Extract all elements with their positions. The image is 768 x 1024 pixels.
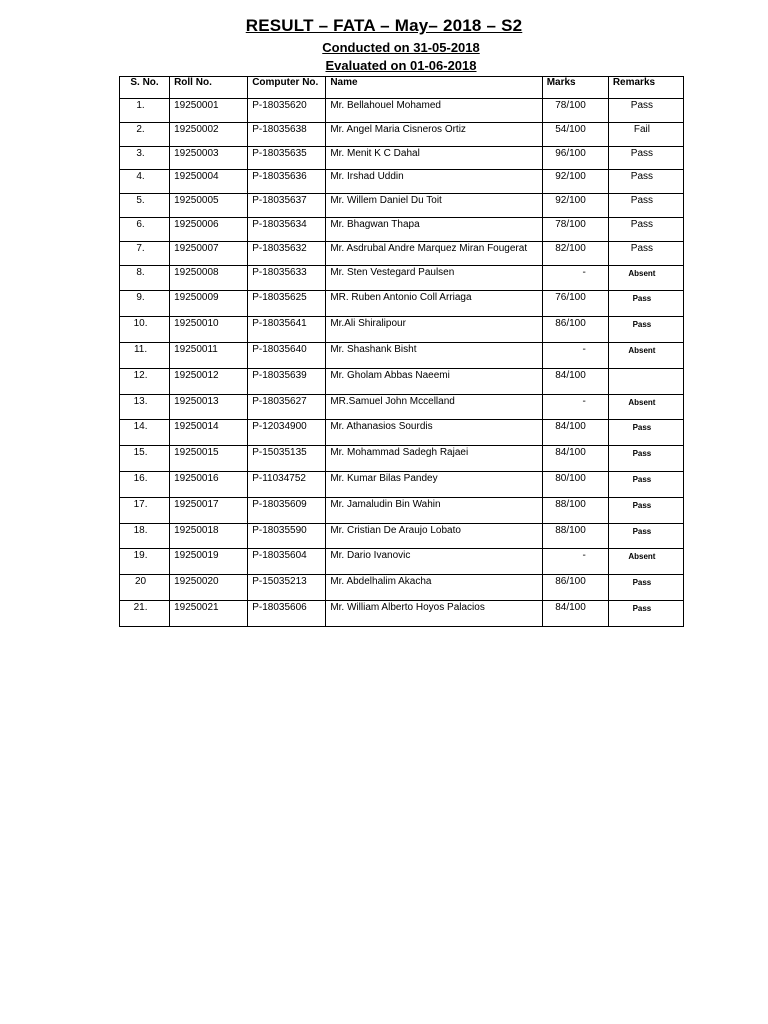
cell-remarks: Pass (608, 146, 683, 170)
cell-sno: 21. (120, 600, 170, 626)
cell-name: Mr. Menit K C Dahal (326, 146, 542, 170)
cell-roll-no: 19250020 (170, 575, 248, 601)
cell-computer-no: P-18035609 (248, 497, 326, 523)
cell-sno: 13. (120, 394, 170, 420)
cell-marks: 78/100 (542, 217, 608, 241)
results-table (119, 76, 684, 627)
cell-computer-no: P-18035590 (248, 523, 326, 549)
evaluated-date: Evaluated on 01-06-2018 (325, 58, 477, 73)
cell-sno: 7. (120, 241, 170, 265)
table-header-row (120, 77, 684, 99)
cell-name: Mr. Irshad Uddin (326, 170, 542, 194)
cell-roll-no: 19250016 (170, 471, 248, 497)
cell-marks: 88/100 (542, 523, 608, 549)
cell-name: Mr. Jamaludin Bin Wahin (326, 497, 542, 523)
cell-computer-no: P-15035135 (248, 446, 326, 472)
column-header-computer: Computer No. (248, 77, 326, 99)
cell-roll-no: 19250007 (170, 241, 248, 265)
table-row (120, 122, 684, 146)
cell-computer-no: P-18035620 (248, 99, 326, 123)
column-header-roll: Roll No. (170, 77, 248, 99)
cell-computer-no: P-18035604 (248, 549, 326, 575)
cell-marks: - (542, 265, 608, 291)
cell-roll-no: 19250009 (170, 291, 248, 317)
cell-remarks: Pass (608, 194, 683, 218)
cell-roll-no: 19250004 (170, 170, 248, 194)
cell-remarks: Pass (608, 497, 683, 523)
cell-computer-no: P-18035639 (248, 368, 326, 394)
cell-computer-no: P-18035637 (248, 194, 326, 218)
cell-sno: 1. (120, 99, 170, 123)
cell-computer-no: P-18035627 (248, 394, 326, 420)
cell-roll-no: 19250012 (170, 368, 248, 394)
cell-sno: 12. (120, 368, 170, 394)
cell-computer-no: P-18035641 (248, 317, 326, 343)
cell-name: Mr. Athanasios Sourdis (326, 420, 542, 446)
cell-marks: - (542, 394, 608, 420)
table-row (120, 317, 684, 343)
cell-marks: 86/100 (542, 317, 608, 343)
cell-marks: 76/100 (542, 291, 608, 317)
cell-computer-no: P-18035636 (248, 170, 326, 194)
cell-marks: - (542, 342, 608, 368)
cell-sno: 17. (120, 497, 170, 523)
cell-roll-no: 19250005 (170, 194, 248, 218)
cell-name: Mr. Sten Vestegard Paulsen (326, 265, 542, 291)
cell-remarks: Absent (608, 265, 683, 291)
table-row (120, 146, 684, 170)
cell-remarks: Pass (608, 217, 683, 241)
document-title: RESULT – FATA – May– 2018 – S2 (245, 16, 523, 35)
column-header-marks: Marks (542, 77, 608, 99)
cell-computer-no: P-12034900 (248, 420, 326, 446)
cell-marks: 84/100 (542, 420, 608, 446)
cell-sno: 3. (120, 146, 170, 170)
table-row (120, 523, 684, 549)
cell-sno: 5. (120, 194, 170, 218)
table-row (120, 394, 684, 420)
cell-sno: 2. (120, 122, 170, 146)
cell-name: Mr.Ali Shiralipour (326, 317, 542, 343)
table-row (120, 241, 684, 265)
cell-sno: 8. (120, 265, 170, 291)
cell-name: MR.Samuel John Mccelland (326, 394, 542, 420)
cell-sno: 18. (120, 523, 170, 549)
cell-marks: 80/100 (542, 471, 608, 497)
cell-marks: 88/100 (542, 497, 608, 523)
cell-name: Mr. Asdrubal Andre Marquez Miran Fougerat (326, 241, 542, 265)
table-row (120, 194, 684, 218)
cell-name: Mr. Angel Maria Cisneros Ortiz (326, 122, 542, 146)
cell-roll-no: 19250014 (170, 420, 248, 446)
cell-roll-no: 19250001 (170, 99, 248, 123)
cell-remarks: Pass (608, 291, 683, 317)
cell-remarks: Absent (608, 342, 683, 368)
table-row (120, 471, 684, 497)
cell-roll-no: 19250002 (170, 122, 248, 146)
cell-roll-no: 19250003 (170, 146, 248, 170)
cell-sno: 9. (120, 291, 170, 317)
cell-remarks (608, 368, 683, 394)
cell-remarks: Pass (608, 471, 683, 497)
cell-roll-no: 19250011 (170, 342, 248, 368)
cell-sno: 15. (120, 446, 170, 472)
cell-remarks: Pass (608, 523, 683, 549)
cell-name: Mr. William Alberto Hoyos Palacios (326, 600, 542, 626)
cell-marks: 96/100 (542, 146, 608, 170)
table-row (120, 265, 684, 291)
cell-marks: 84/100 (542, 368, 608, 394)
cell-computer-no: P-18035606 (248, 600, 326, 626)
cell-name: Mr. Bhagwan Thapa (326, 217, 542, 241)
cell-sno: 10. (120, 317, 170, 343)
cell-remarks: Pass (608, 241, 683, 265)
cell-name: MR. Ruben Antonio Coll Arriaga (326, 291, 542, 317)
cell-marks: - (542, 549, 608, 575)
table-row (120, 446, 684, 472)
cell-marks: 86/100 (542, 575, 608, 601)
column-header-name: Name (326, 77, 542, 99)
cell-sno: 6. (120, 217, 170, 241)
cell-marks: 92/100 (542, 170, 608, 194)
conducted-date: Conducted on 31-05-2018 (322, 40, 480, 55)
cell-roll-no: 19250008 (170, 265, 248, 291)
table-row (120, 217, 684, 241)
cell-remarks: Pass (608, 170, 683, 194)
cell-sno: 4. (120, 170, 170, 194)
cell-computer-no: P-18035640 (248, 342, 326, 368)
cell-computer-no: P-18035632 (248, 241, 326, 265)
table-row (120, 170, 684, 194)
cell-marks: 84/100 (542, 446, 608, 472)
cell-computer-no: P-18035634 (248, 217, 326, 241)
cell-name: Mr. Cristian De Araujo Lobato (326, 523, 542, 549)
cell-computer-no: P-15035213 (248, 575, 326, 601)
cell-name: Mr. Dario Ivanovic (326, 549, 542, 575)
table-row (120, 549, 684, 575)
cell-name: Mr. Shashank Bisht (326, 342, 542, 368)
cell-roll-no: 19250015 (170, 446, 248, 472)
cell-roll-no: 19250017 (170, 497, 248, 523)
cell-name: Mr. Gholam Abbas Naeemi (326, 368, 542, 394)
cell-roll-no: 19250006 (170, 217, 248, 241)
table-row (120, 291, 684, 317)
cell-marks: 78/100 (542, 99, 608, 123)
cell-remarks: Pass (608, 420, 683, 446)
cell-roll-no: 19250019 (170, 549, 248, 575)
column-header-remarks: Remarks (608, 77, 683, 99)
cell-remarks: Pass (608, 99, 683, 123)
cell-computer-no: P-18035625 (248, 291, 326, 317)
cell-sno: 16. (120, 471, 170, 497)
table-row (120, 575, 684, 601)
cell-computer-no: P-18035633 (248, 265, 326, 291)
table-row (120, 342, 684, 368)
cell-remarks: Absent (608, 549, 683, 575)
cell-marks: 54/100 (542, 122, 608, 146)
cell-marks: 82/100 (542, 241, 608, 265)
cell-computer-no: P-11034752 (248, 471, 326, 497)
cell-sno: 11. (120, 342, 170, 368)
cell-name: Mr. Kumar Bilas Pandey (326, 471, 542, 497)
column-header-sno: S. No. (120, 77, 170, 99)
table-row (120, 420, 684, 446)
cell-sno: 14. (120, 420, 170, 446)
cell-name: Mr. Abdelhalim Akacha (326, 575, 542, 601)
cell-marks: 84/100 (542, 600, 608, 626)
table-row (120, 99, 684, 123)
cell-sno: 20 (120, 575, 170, 601)
cell-name: Mr. Willem Daniel Du Toit (326, 194, 542, 218)
cell-name: Mr. Bellahouel Mohamed (326, 99, 542, 123)
cell-marks: 92/100 (542, 194, 608, 218)
table-row (120, 368, 684, 394)
cell-remarks: Pass (608, 600, 683, 626)
cell-roll-no: 19250021 (170, 600, 248, 626)
cell-remarks: Pass (608, 446, 683, 472)
cell-roll-no: 19250010 (170, 317, 248, 343)
cell-name: Mr. Mohammad Sadegh Rajaei (326, 446, 542, 472)
table-row (120, 600, 684, 626)
table-row (120, 497, 684, 523)
cell-computer-no: P-18035638 (248, 122, 326, 146)
cell-remarks: Fail (608, 122, 683, 146)
cell-remarks: Absent (608, 394, 683, 420)
cell-roll-no: 19250018 (170, 523, 248, 549)
cell-roll-no: 19250013 (170, 394, 248, 420)
cell-sno: 19. (120, 549, 170, 575)
cell-remarks: Pass (608, 317, 683, 343)
cell-computer-no: P-18035635 (248, 146, 326, 170)
cell-remarks: Pass (608, 575, 683, 601)
